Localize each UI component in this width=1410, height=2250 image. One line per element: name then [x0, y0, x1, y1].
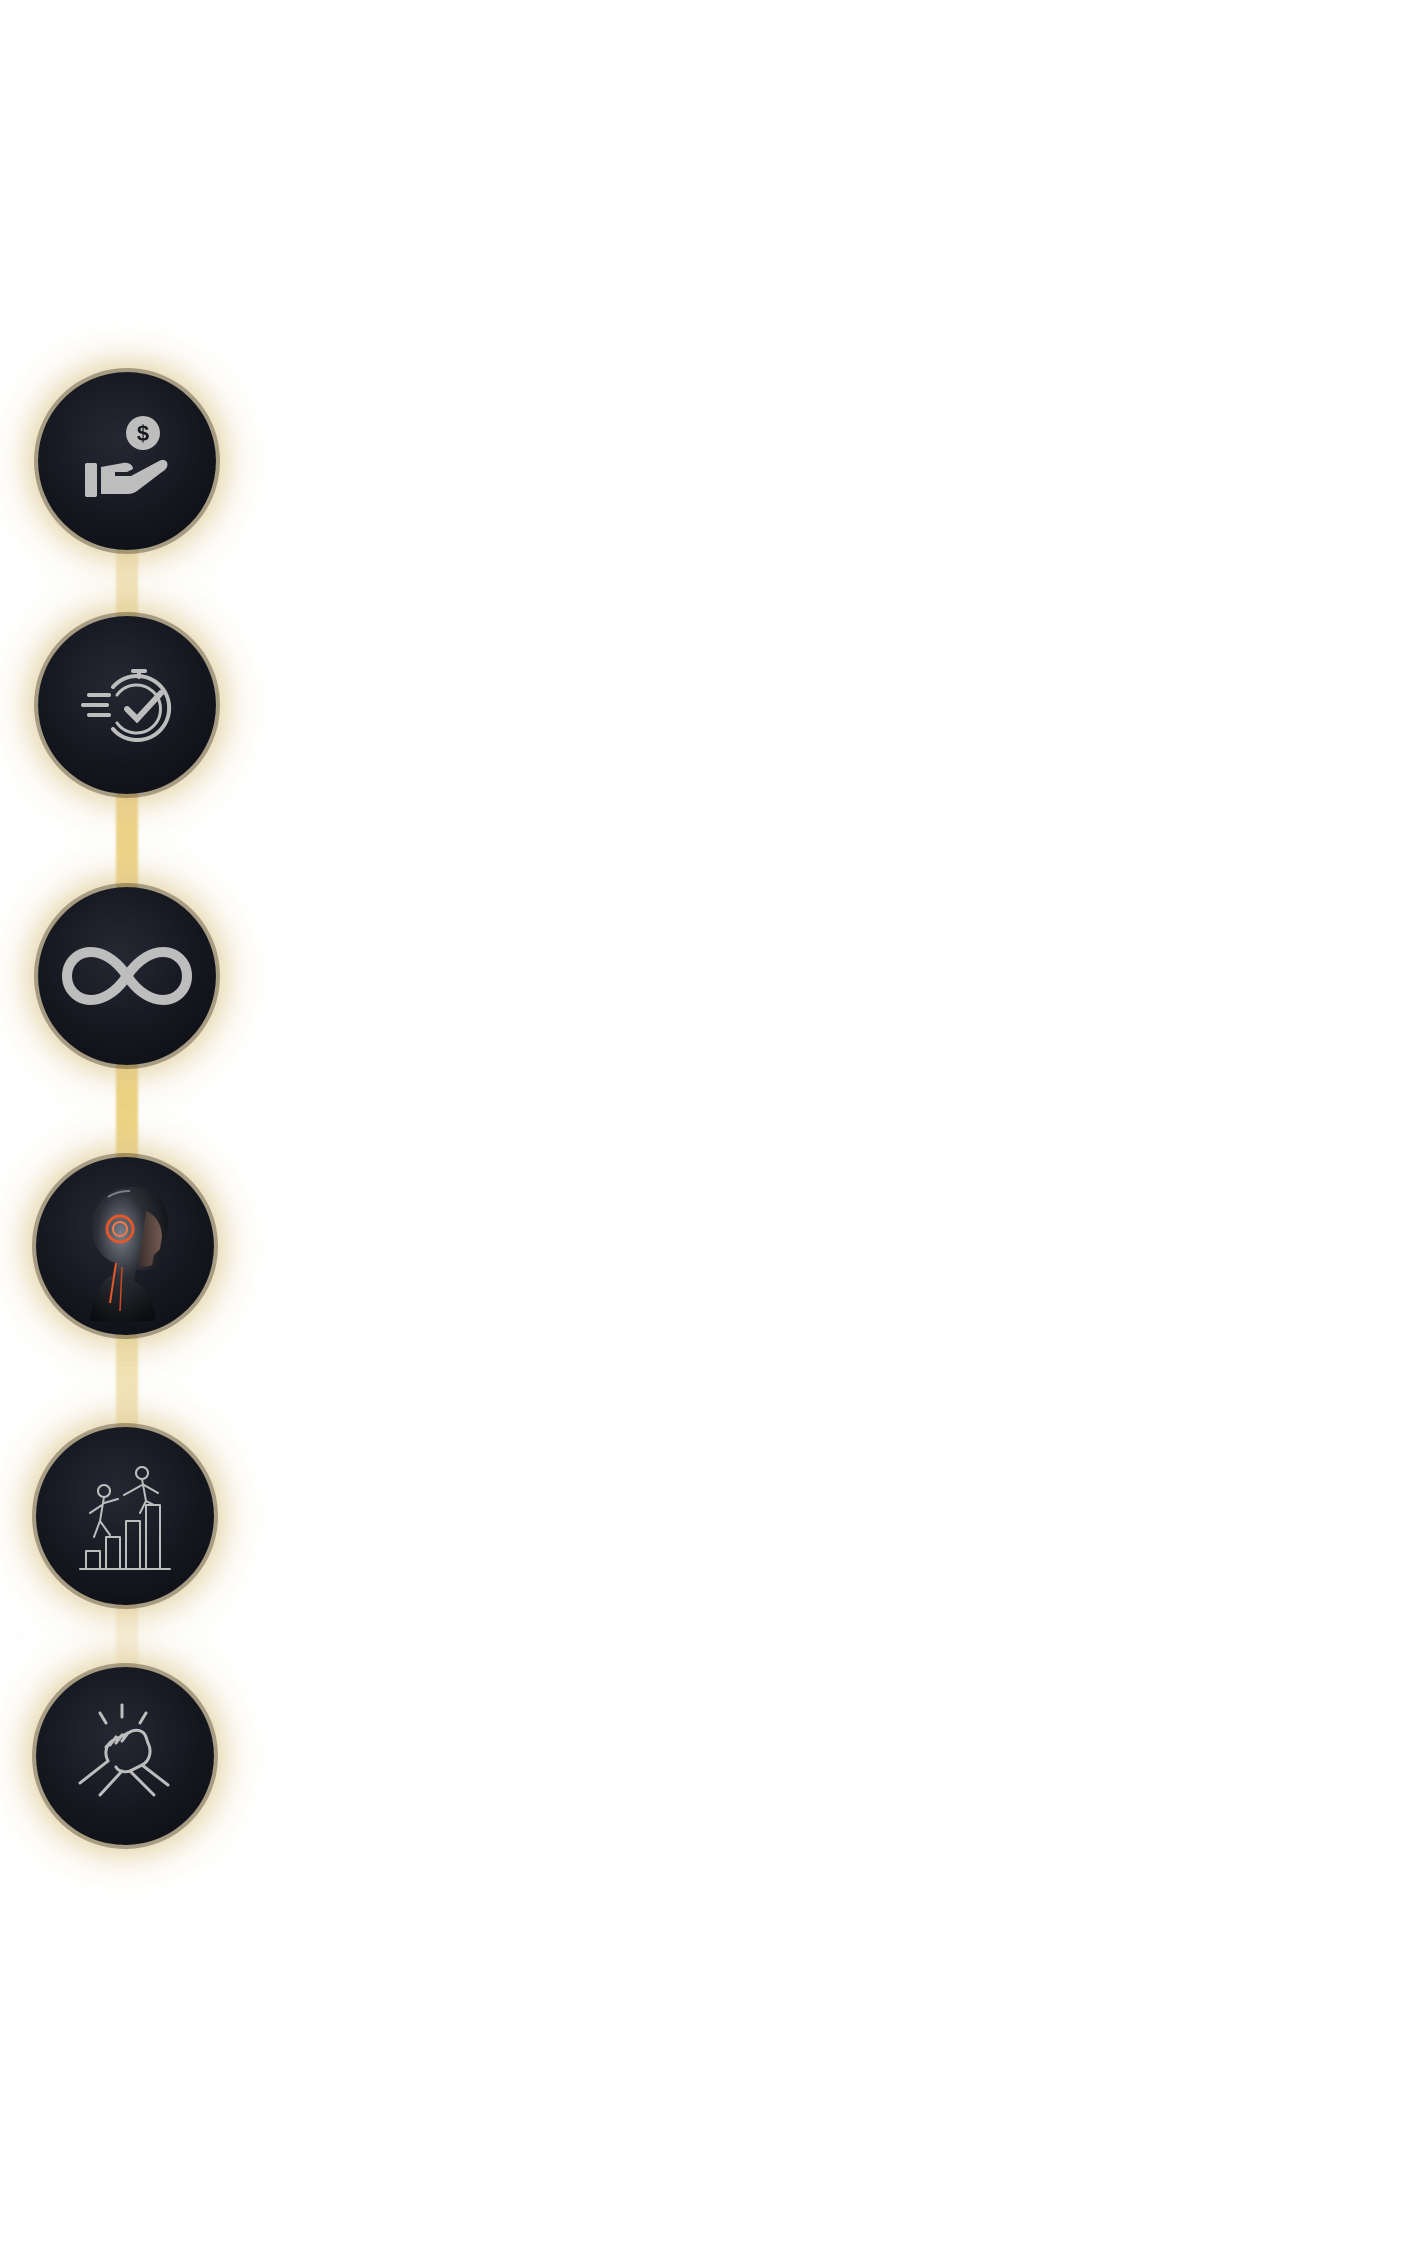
timeline-node-unlimited — [38, 887, 216, 1065]
timeline-node-partnership — [36, 1667, 214, 1845]
clasped-hands-partnership-icon — [60, 1691, 190, 1821]
svg-text:$: $ — [136, 421, 150, 446]
robot-head-icon — [50, 1171, 200, 1321]
timeline-node-speed — [38, 616, 216, 794]
fast-stopwatch-check-icon — [67, 645, 187, 765]
hand-holding-dollar-icon — [67, 401, 187, 521]
timeline-node-ai — [36, 1157, 214, 1335]
infinity-icon — [57, 936, 197, 1016]
people-climbing-growth-chart-icon — [60, 1451, 190, 1581]
timeline-node-cost-savings — [38, 372, 216, 550]
timeline-node-growth — [36, 1427, 214, 1605]
